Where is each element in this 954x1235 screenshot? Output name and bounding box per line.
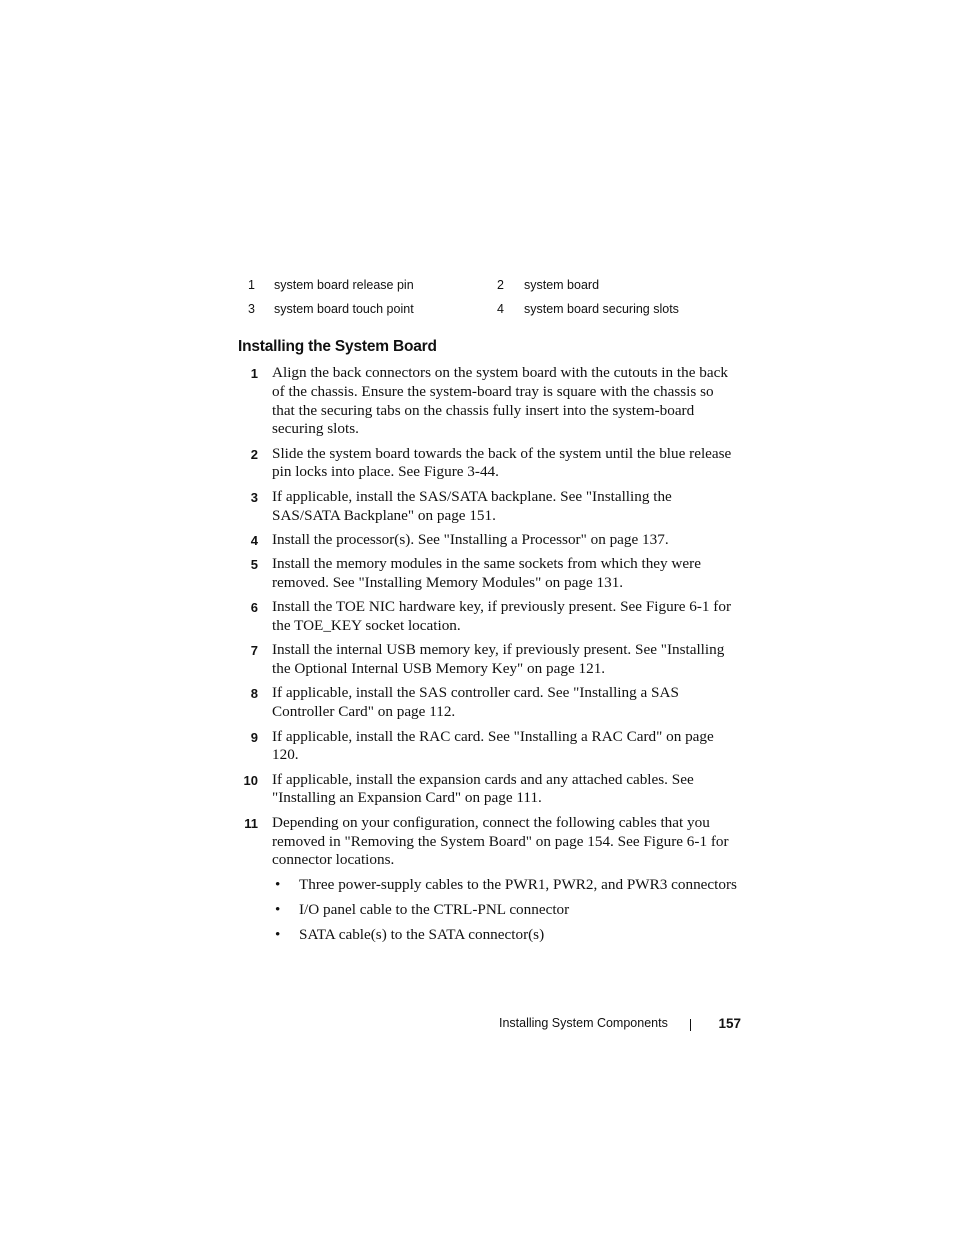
section-heading: Installing the System Board [238,338,437,355]
legend-label: system board release pin [274,278,414,292]
step-number: 5 [250,557,258,573]
legend-label: system board touch point [274,302,414,316]
legend-number: 4 [497,302,504,316]
procedure-step [238,598,738,636]
procedure-step [238,531,738,550]
procedure-step [238,555,738,593]
step-number: 1 [250,366,258,381]
step-text: Install the TOE NIC hardware key, if previously present. See Figure 6-1 for the TOE_KEY socket location. [272,598,732,635]
step-text: If applicable, install the SAS/SATA backplane. See "Installing the SAS/SATA Backplane" on page 151. [272,487,672,524]
procedure-step [238,445,738,483]
step-text: If applicable, install the RAC card. See "Installing a RAC Card" on page 120. [272,727,714,764]
procedure-step [238,728,738,766]
figure-legend [248,278,748,326]
step-number: 7 [250,643,258,659]
step-text: Install the memory modules in the same sockets from which they were removed. See "Installing Memory Modules" on page 131. [272,555,701,591]
legend-number: 2 [497,278,504,292]
step-number: 2 [250,446,258,462]
step-text: Depending on your configuration, connect the following cables that you removed in "Removing the System Board" on page 154. See Figure 6-1 for connector locations. [272,813,729,869]
legend-number: 3 [248,302,255,316]
bullet-text: Three power-supply cables to the PWR1, PWR2, and PWR3 connectors [299,876,737,894]
page-number: 157 [718,1016,741,1031]
step-text: Install the processor(s). See "Installing a Processor" on page 137. [272,530,669,548]
procedure-step [238,684,738,722]
procedure-steps [238,364,738,951]
cable-list-item [272,926,738,945]
bullet-icon: • [275,900,281,918]
step-number: 4 [250,532,258,548]
step-text: Install the internal USB memory key, if previously present. See "Installing the Optional Internal USB Memory Key" on page 121. [272,641,725,678]
cable-list [272,876,738,944]
procedure-step [238,641,738,679]
footer-section-title: Installing System Components [499,1016,668,1030]
step-number: 11 [244,815,258,831]
bullet-text: SATA cable(s) to the SATA connector(s) [299,925,545,943]
step-text: Align the back connectors on the system board with the cutouts in the back of the chassis. Ensure the system-board tray is square with the chassis so that the securing tabs on the chassis fully insert into the system-board securing slots. [272,364,728,438]
procedure-step [238,488,738,526]
legend-number: 1 [248,278,255,292]
legend-row [248,278,748,302]
bullet-icon: • [275,925,281,943]
procedure-step [238,364,738,439]
bullet-text: I/O panel cable to the CTRL-PNL connector [299,900,570,918]
step-number: 6 [250,600,258,616]
step-text: Slide the system board towards the back of the system until the blue release pin locks into place. See Figure 3-44. [272,444,732,481]
step-number: 3 [250,489,258,505]
step-text: If applicable, install the SAS controller card. See "Installing a SAS Controller Card" on page 112. [272,684,679,721]
procedure-step [238,771,738,809]
step-number: 9 [250,729,258,745]
cable-list-item [272,901,738,920]
cable-list-item [272,876,738,895]
legend-label: system board securing slots [524,302,679,316]
procedure-step [238,814,738,945]
legend-row [248,302,748,326]
bullet-icon: • [275,876,281,894]
step-number: 8 [250,686,258,702]
step-number: 10 [243,772,258,788]
step-text: If applicable, install the expansion cards and any attached cables. See "Installing an Expansion Card" on page 111. [272,770,694,807]
footer-divider [690,1019,691,1031]
legend-label: system board [524,278,600,292]
